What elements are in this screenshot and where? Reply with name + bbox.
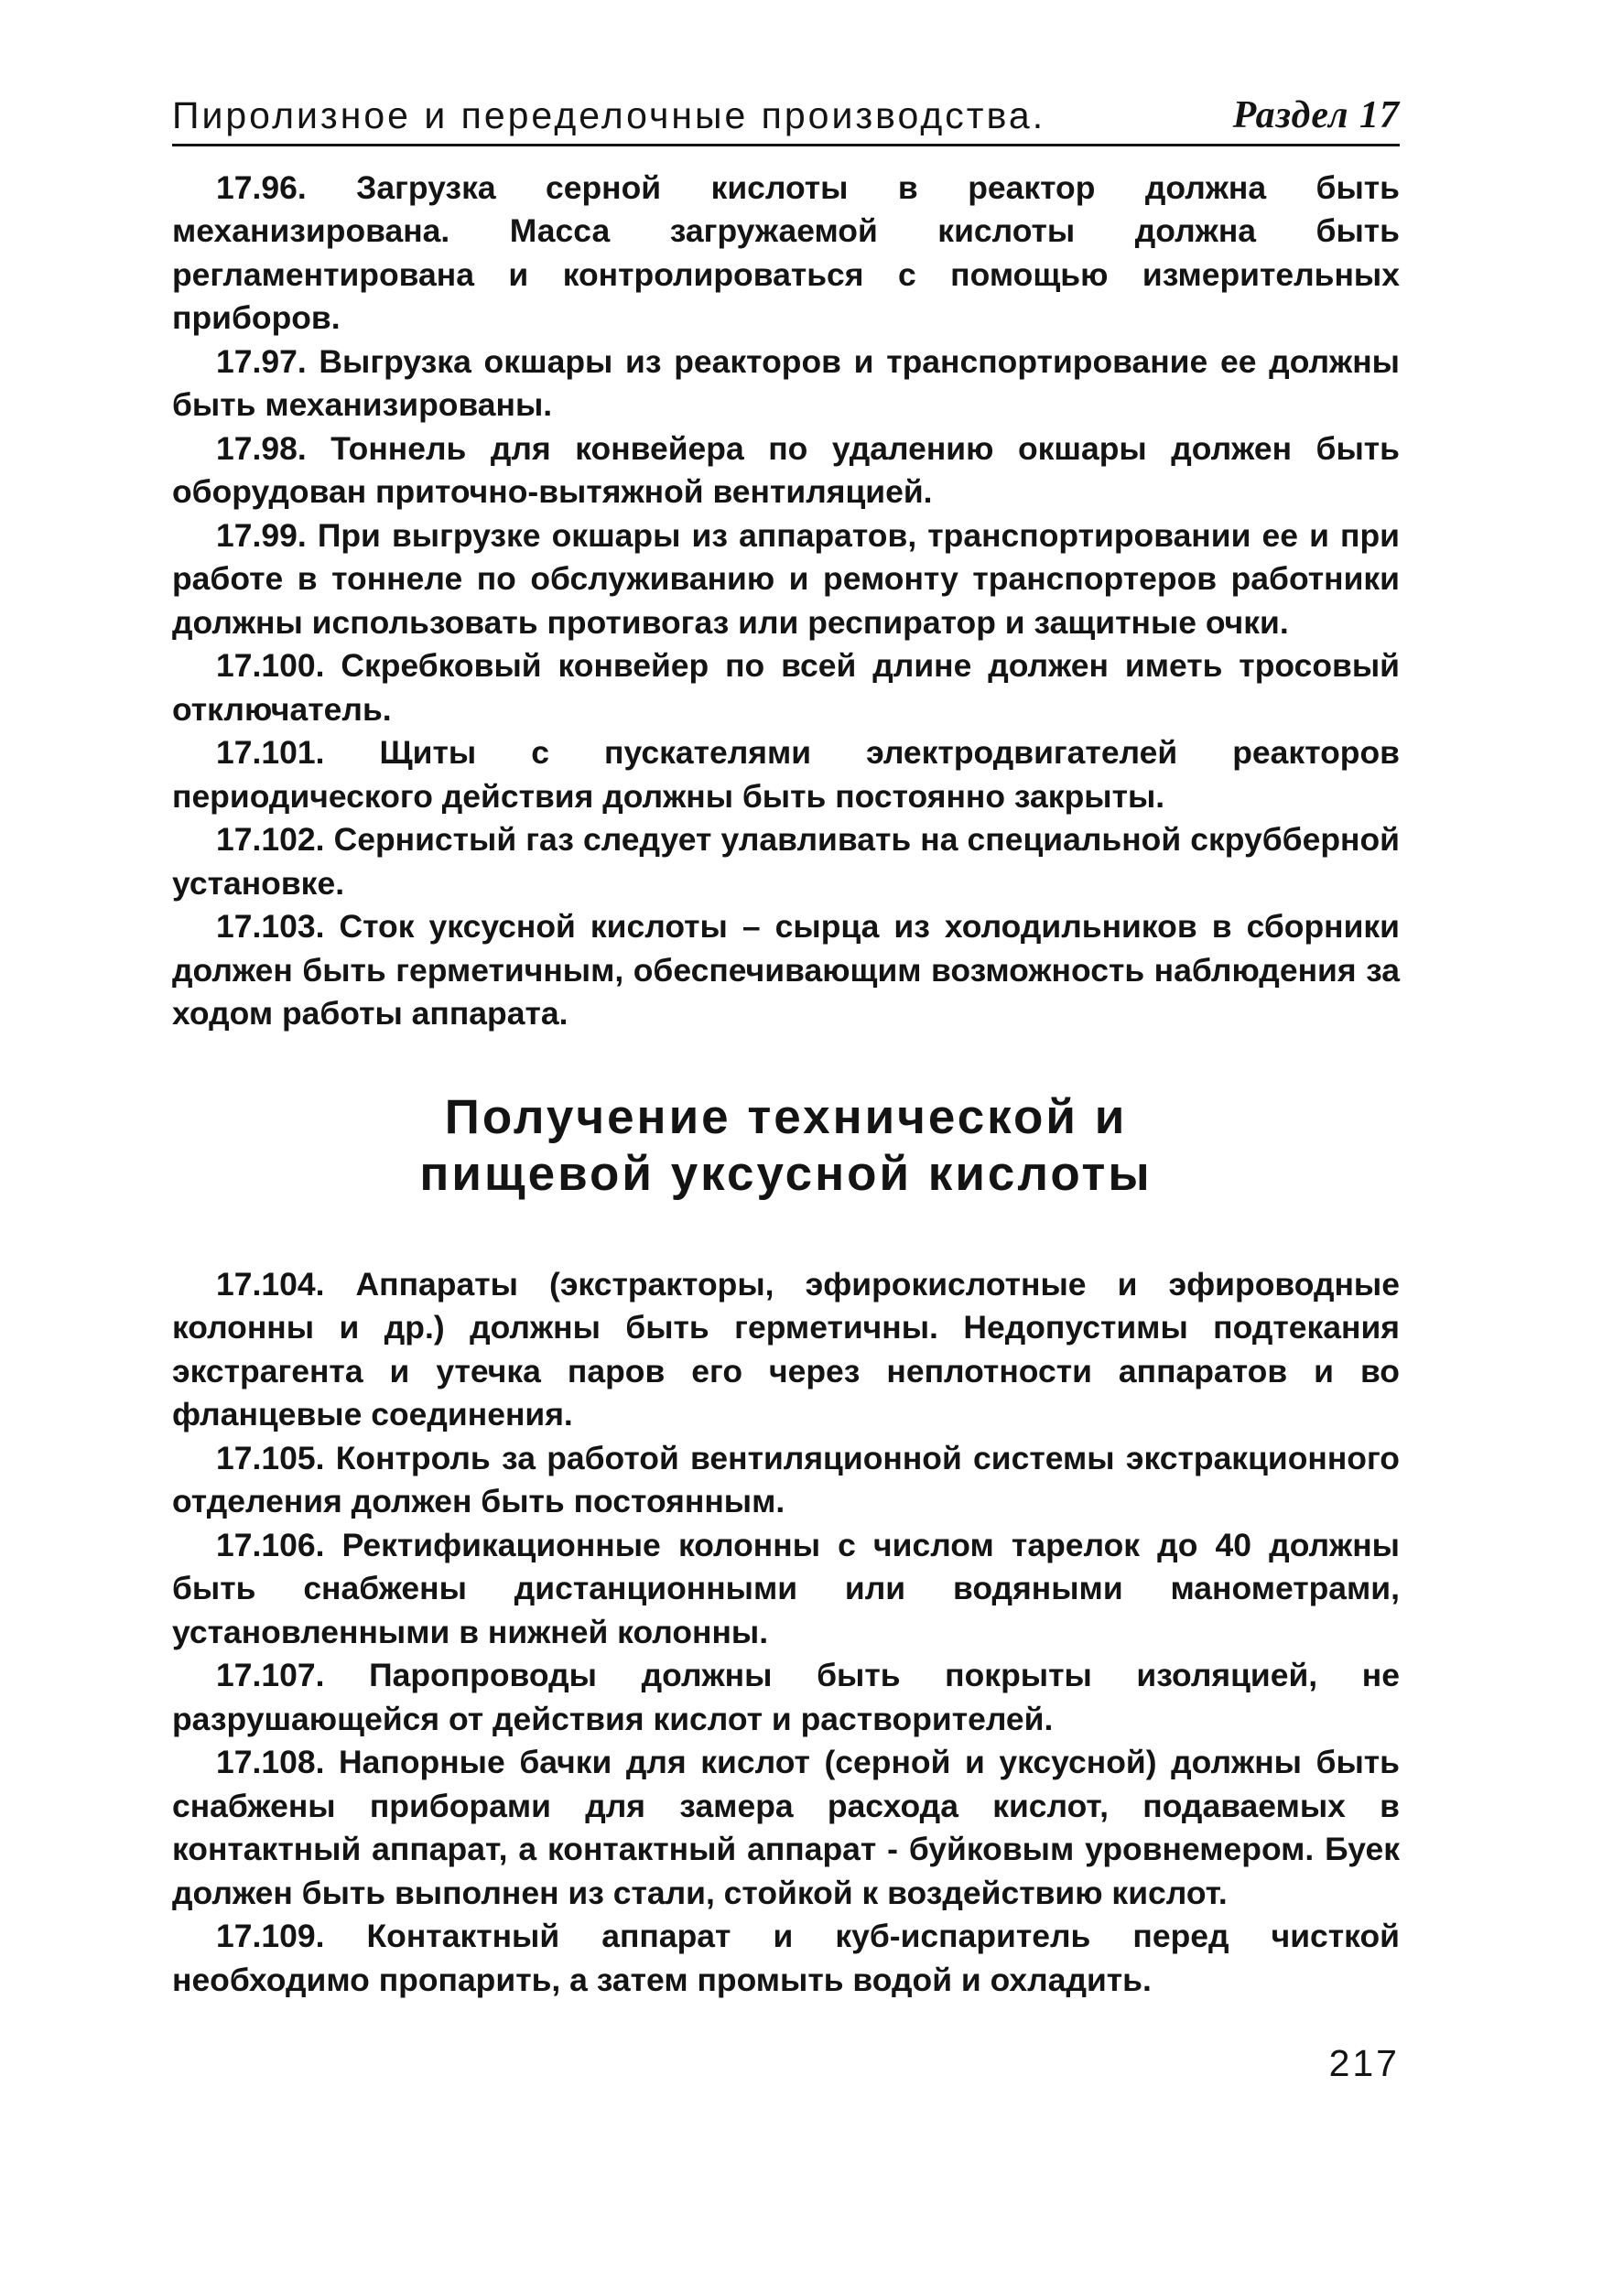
clause-number: 17.99.	[216, 516, 307, 554]
running-head	[172, 92, 1400, 146]
clause-number: 17.109.	[216, 1918, 325, 1954]
running-title: Пиролизное и переделочные производства.	[172, 94, 1046, 137]
clause-text: Загрузка серной кислоты в реактор должна быть механизирована. Масса загружаемой кислоты должна быть регламентирована и контролироваться с помощью измерительных приборов.	[172, 168, 1400, 336]
clause-text: Контактный аппарат и куб-испаритель перед чисткой необходимо пропарить, а затем промыть водой и охладить.	[172, 1918, 1400, 1998]
clause-17-108	[172, 1741, 1400, 1915]
clause-text: Ректификационные колонны с числом тарелок до 40 должны быть снабжены дистанционными или водяными манометрами, установленными в нижней колонны.	[172, 1526, 1400, 1650]
clause-text: Паропроводы должны быть покрыты изоляцией, не разрушающейся от действия кислот и растворителей.	[172, 1657, 1400, 1737]
clause-text: При выгрузке окшары из аппаратов, транспортировании ее и при работе в тоннеле по обслуживанию и ремонту транспортеров работники должны использовать противогаз или респиратор и защитные очки.	[172, 516, 1400, 641]
clause-number: 17.102.	[216, 821, 325, 858]
clause-17-109	[172, 1915, 1400, 2002]
clause-number: 17.106.	[216, 1526, 325, 1563]
clause-number: 17.100.	[216, 647, 325, 684]
clause-17-98	[172, 427, 1400, 514]
clause-17-103	[172, 905, 1400, 1036]
clause-17-104	[172, 1263, 1400, 1437]
section-heading-line-2: пищевой уксусной кислоты	[419, 1146, 1153, 1201]
clause-number: 17.103.	[216, 908, 325, 945]
page-number: 217	[1328, 2042, 1400, 2084]
clause-17-99	[172, 514, 1400, 645]
clause-text: Тоннель для конвейера по удалению окшары должен быть оборудован приточно-вытяжной вентиляцией.	[172, 429, 1400, 510]
clause-number: 17.108.	[216, 1744, 325, 1780]
clause-17-106	[172, 1524, 1400, 1655]
paragraphs-before	[172, 167, 1400, 1036]
clause-17-101	[172, 731, 1400, 818]
clause-number: 17.104.	[216, 1265, 325, 1303]
clause-text: Сток уксусной кислоты – сырца из холодильников в сборники должен быть герметичным, обеспечивающим возможность наблюдения за ходом работы аппарата.	[172, 908, 1400, 1032]
clause-17-102	[172, 818, 1400, 905]
section-heading	[172, 1089, 1400, 1203]
clause-number: 17.97.	[216, 342, 307, 380]
clause-17-100	[172, 644, 1400, 731]
paragraphs-after	[172, 1263, 1400, 2003]
clause-text: Напорные бачки для кислот (серной и уксусной) должны быть снабжены приборами для замера расхода кислот, подаваемых в контактный аппарат, а контактный аппарат - буйковым уровнемером. Буек должен быть выполнен из стали, стойкой к воздействию кислот.	[172, 1744, 1400, 1911]
clause-number: 17.107.	[216, 1657, 325, 1693]
clause-text: Скребковый конвейер по всей длине должен иметь тросовый отключатель.	[172, 647, 1400, 728]
section-label: Раздел 17	[1232, 94, 1400, 136]
clause-number: 17.105.	[216, 1439, 325, 1476]
clause-number: 17.98.	[216, 429, 307, 467]
clause-text: Щиты с пускателями электродвигателей реакторов периодического действия должны быть постоянно закрыты.	[172, 734, 1400, 815]
clause-text: Выгрузка окшары из реакторов и транспортирование ее должны быть механизированы.	[172, 342, 1400, 423]
clause-17-107	[172, 1654, 1400, 1741]
clause-text: Контроль за работой вентиляционной системы экстракционного отделения должен быть постоянным.	[172, 1439, 1400, 1519]
clause-text: Аппараты (экстракторы, эфирокислотные и эфироводные колонны и др.) должны быть герметичны. Недопустимы подтекания экстрагента и утечка паров его через неплотности аппаратов и во фланцевые соединения.	[172, 1265, 1400, 1432]
clause-number: 17.101.	[216, 734, 325, 771]
clause-17-105	[172, 1437, 1400, 1524]
clause-text: Сернистый газ следует улавливать на специальной скрубберной установке.	[172, 821, 1400, 902]
clause-number: 17.96.	[216, 168, 307, 206]
clause-17-97	[172, 341, 1400, 427]
section-heading-line-1: Получение технической и	[444, 1089, 1128, 1144]
clause-17-96	[172, 167, 1400, 341]
